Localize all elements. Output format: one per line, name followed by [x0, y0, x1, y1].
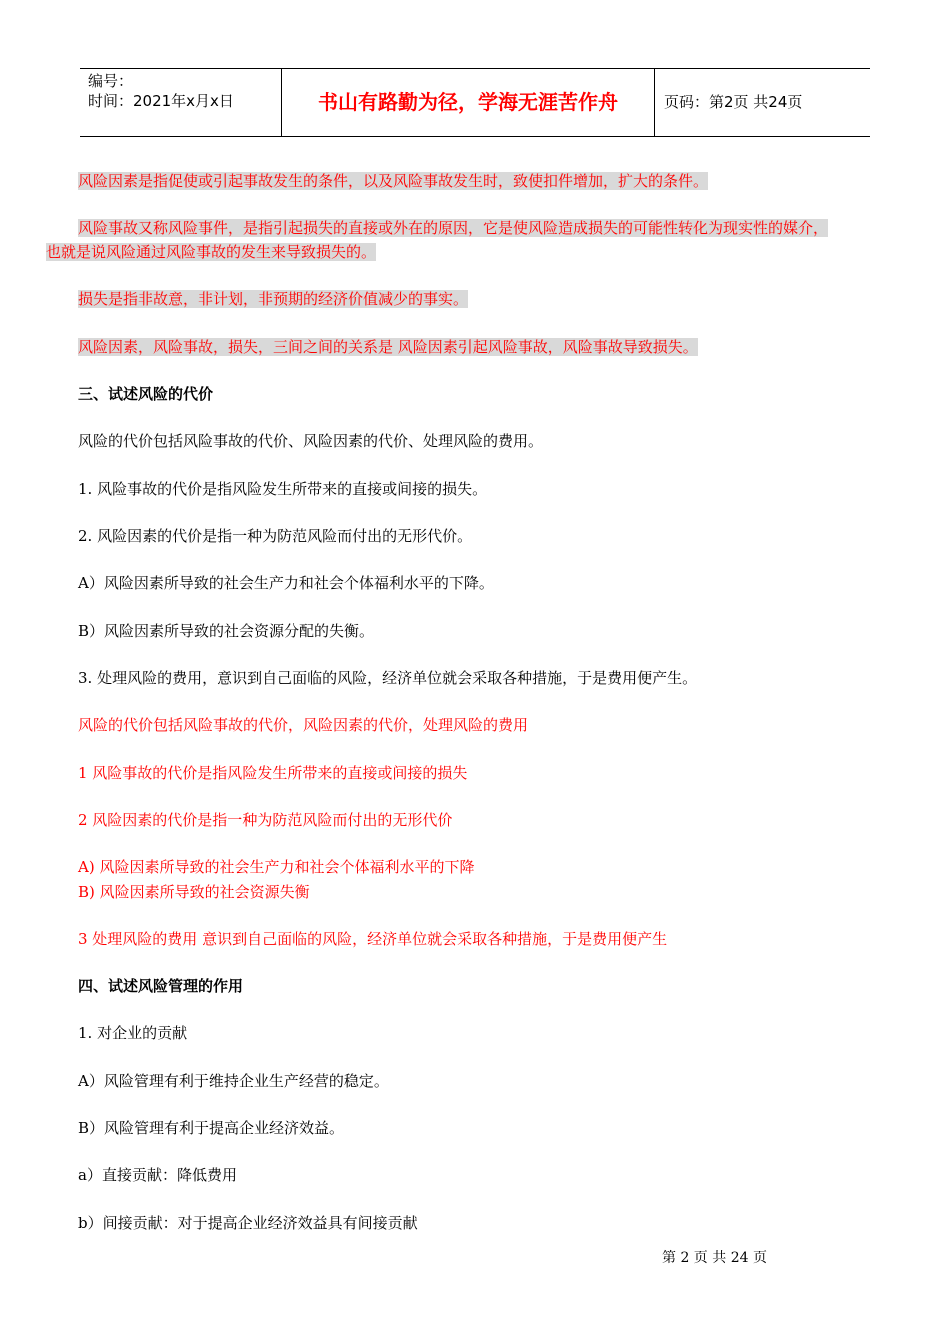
list-item: 3. 处理风险的费用，意识到自己面临的风险，经济单位就会采取各种措施，于是费用便产生。: [78, 669, 698, 687]
paragraph: 风险因素，风险事故，损失，三间之间的关系是 风险因素引起风险事故，风险事故导致损失。: [78, 338, 698, 356]
header-page-label: 页码：第2页 共24页: [664, 93, 803, 111]
list-item: b）间接贡献：对于提高企业经济效益具有间接贡献: [78, 1214, 418, 1232]
paragraph: 风险因素是指促使或引起事故发生的条件，以及风险事故发生时，致使扣件增加，扩大的条件。: [78, 172, 709, 190]
list-item: B）风险管理有利于提高企业经济效益。: [78, 1119, 345, 1137]
list-item: a）直接贡献：降低费用: [78, 1166, 237, 1184]
paragraph: 损失是指非故意，非计划，非预期的经济价值减少的事实。: [78, 290, 469, 308]
list-item: 3 处理风险的费用 意识到自己面临的风险，经济单位就会采取各种措施，于是费用便产生: [78, 930, 668, 948]
header-info-cell: [80, 69, 282, 136]
list-item: B）风险因素所导致的社会资源分配的失衡。: [78, 622, 375, 640]
list-item: B) 风险因素所导致的社会资源失衡: [78, 883, 310, 901]
list-item: 2. 风险因素的代价是指一种为防范风险而付出的无形代价。: [78, 527, 473, 545]
paragraph: 风险的代价包括风险事故的代价、风险因素的代价、处理风险的费用。: [78, 432, 544, 450]
section-heading: 三、试述风险的代价: [78, 385, 214, 403]
list-item: 1. 风险事故的代价是指风险发生所带来的直接或间接的损失。: [78, 480, 488, 498]
list-item: 2 风险因素的代价是指一种为防范风险而付出的无形代价: [78, 811, 453, 829]
paragraph: 风险的代价包括风险事故的代价，风险因素的代价，处理风险的费用: [78, 716, 529, 734]
list-item: 1 风险事故的代价是指风险发生所带来的直接或间接的损失: [78, 764, 468, 782]
paragraph: 也就是说风险通过风险事故的发生来导致损失的。: [46, 243, 377, 261]
header-motto: 书山有路勤为径，学海无涯苦作舟: [282, 69, 655, 136]
list-item: A）风险因素所导致的社会生产力和社会个体福利水平的下降。: [78, 574, 494, 592]
list-item: A）风险管理有利于维持企业生产经营的稳定。: [78, 1072, 389, 1090]
paragraph: 风险事故又称风险事件，是指引起损失的直接或外在的原因，它是使风险造成损失的可能性转化为现实性的媒介，: [78, 219, 829, 237]
page-header: [80, 68, 870, 137]
page-footer: 第 2 页 共 24 页: [662, 1250, 767, 1266]
list-item: 1. 对企业的贡献: [78, 1024, 188, 1042]
time-label: 时间：2021年x月x日: [88, 92, 234, 110]
number-label: 编号：: [88, 72, 134, 90]
section-heading: 四、试述风险管理的作用: [78, 977, 244, 995]
list-item: A) 风险因素所导致的社会生产力和社会个体福利水平的下降: [78, 858, 475, 876]
